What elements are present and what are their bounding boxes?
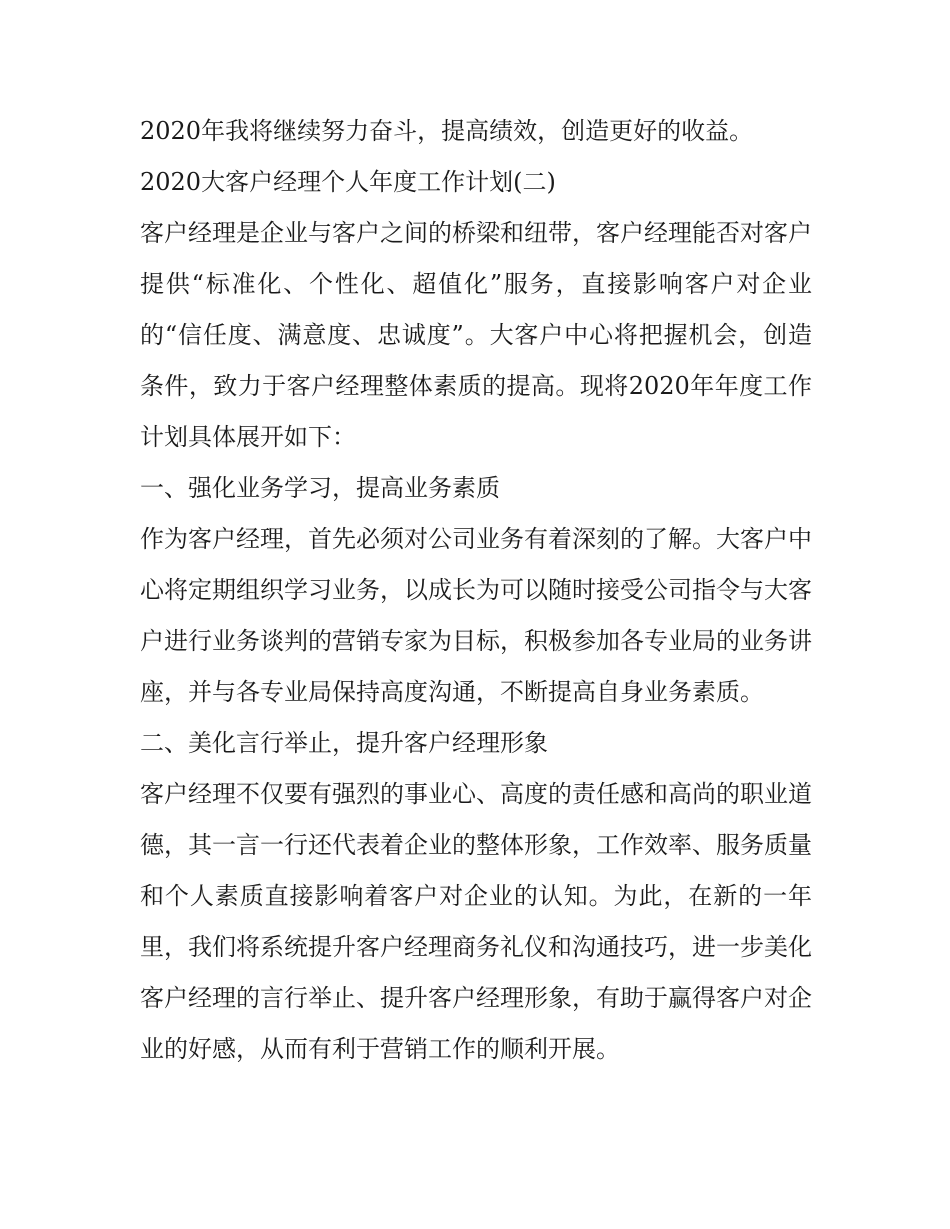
closing-sentence: 2020年我将继续努力奋斗，提高绩效，创造更好的收益。 [140,117,754,145]
intro-paragraph: 客户经理是企业与客户之间的桥梁和纽带，客户经理能否对客户提供“标准化、个性化、超值化”服务，直接影响客户对企业的“信任度、满意度、忠诚度”。大客户中心将把握机会，创造条件，致力于客户经理整体素质的提高。现将2020年年度工作计划具体展开如下： [140,219,812,451]
section-paragraph-1: 作为客户经理，首先必须对公司业务有着深刻的了解。大客户中心将定期组织学习业务，以成长为可以随时接受公司指令与大客户进行业务谈判的营销专家为目标，积极参加各专业局的业务讲座，并与各专业局保持高度沟通，不断提高自身业务素质。 [140,525,812,706]
section-heading-2: 二、美化言行举止，提升客户经理形象 [140,729,548,757]
section-paragraph-2: 客户经理不仅要有强烈的事业心、高度的责任感和高尚的职业道德，其一言一行还代表着企业的整体形象，工作效率、服务质量和个人素质直接影响着客户对企业的认知。为此，在新的一年里，我们将系统提升客户经理商务礼仪和沟通技巧，进一步美化客户经理的言行举止、提升客户经理形象，有助于赢得客户对企业的好感，从而有利于营销工作的顺利开展。 [140,780,812,1063]
document-body [140,106,812,1075]
section-heading-1: 一、强化业务学习，提高业务素质 [140,474,500,502]
document-title: 2020大客户经理个人年度工作计划(二) [140,168,556,196]
